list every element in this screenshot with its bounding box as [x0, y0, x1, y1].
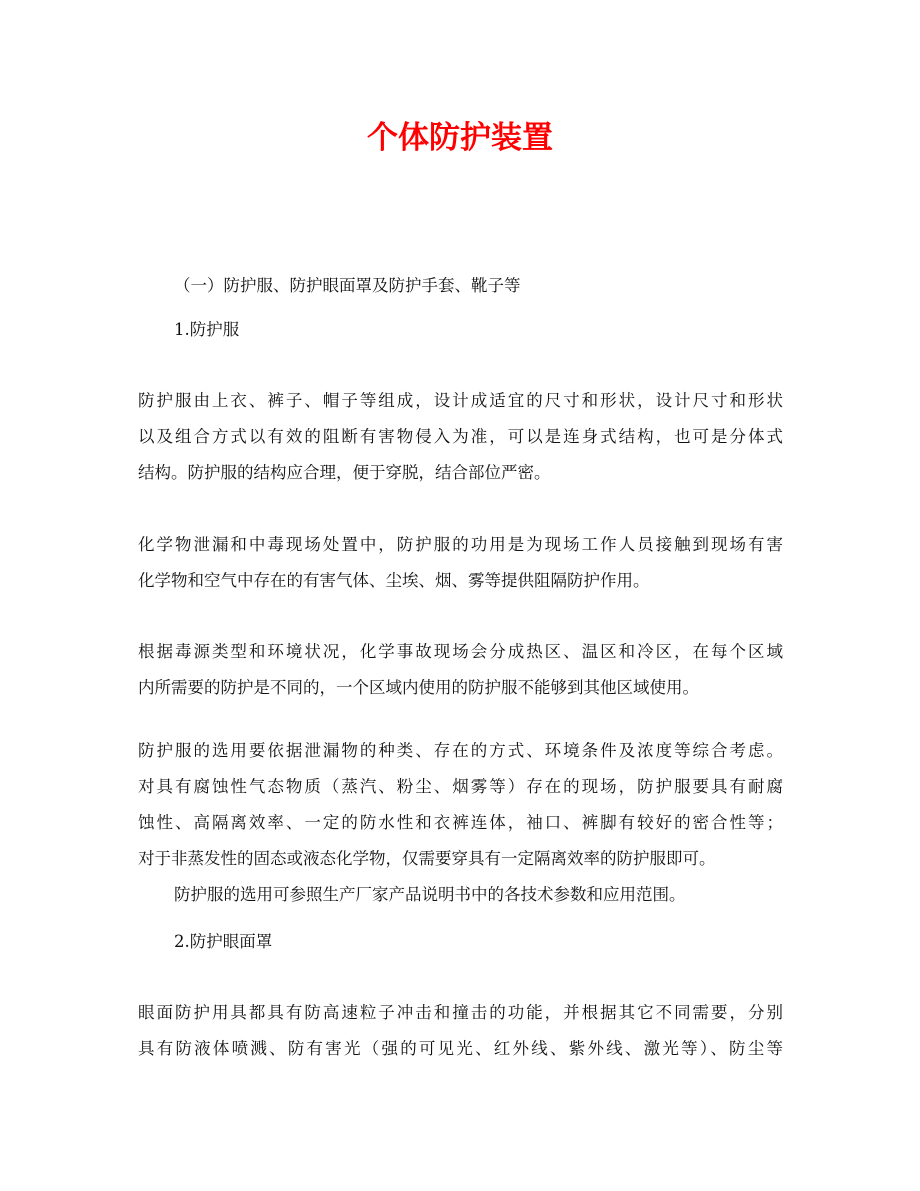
section-heading: （一）防护服、防护眼面罩及防护手套、靴子等 — [174, 276, 521, 295]
paragraph-line: 眼面防护用具都具有防高速粒子冲击和撞击的功能，并根据其它不同需要，分别 — [138, 1003, 783, 1022]
paragraph-line: 防护服的选用要依据泄漏物的种类、存在的方式、环境条件及浓度等综合考虑。 — [138, 741, 783, 760]
paragraph-3 — [138, 634, 783, 706]
paragraph-line: 以及组合方式以有效的阻断有害物侵入为准，可以是连身式结构，也可是分体式 — [138, 427, 783, 446]
paragraph-line: 化学物和空气中存在的有害气体、尘埃、烟、雾等提供阻隔防护作用。 — [138, 571, 650, 590]
paragraph-6 — [138, 995, 783, 1067]
paragraph-line: 结构。防护服的结构应合理，便于穿脱，结合部位严密。 — [138, 463, 551, 482]
paragraph-line: 根据毒源类型和环境状况，化学事故现场会分成热区、温区和冷区，在每个区域 — [138, 642, 783, 661]
paragraph-4 — [138, 733, 783, 877]
paragraph-line: 内所需要的防护是不同的，一个区域内使用的防护服不能够到其他区域使用。 — [138, 678, 699, 697]
paragraph-line: 防护服由上衣、裤子、帽子等组成，设计成适宜的尺寸和形状，设计尺寸和形状 — [138, 391, 783, 410]
paragraph-line: 化学物泄漏和中毒现场处置中，防护服的功用是为现场工作人员接触到现场有害 — [138, 535, 783, 554]
paragraph-line: 蚀性、高隔离效率、一定的防水性和衣裤连体，袖口、裤脚有较好的密合性等； — [138, 813, 783, 832]
paragraph-1 — [138, 383, 783, 491]
paragraph-line: 对于非蒸发性的固态或液态化学物，仅需要穿具有一定隔离效率的防护服即可。 — [138, 849, 716, 868]
paragraph-5: 防护服的选用可参照生产厂家产品说明书中的各技术参数和应用范围。 — [174, 885, 686, 904]
item1-heading: 1.防护服 — [174, 320, 240, 339]
paragraph-2 — [138, 527, 783, 599]
item2-heading: 2.防护眼面罩 — [174, 932, 273, 951]
document-title: 个体防护装置 — [367, 120, 553, 156]
paragraph-line: 对具有腐蚀性气态物质（蒸汽、粉尘、烟雾等）存在的现场，防护服要具有耐腐 — [138, 777, 783, 796]
paragraph-line: 具有防液体喷溅、防有害光（强的可见光、红外线、紫外线、激光等）、防尘等 — [138, 1039, 783, 1058]
